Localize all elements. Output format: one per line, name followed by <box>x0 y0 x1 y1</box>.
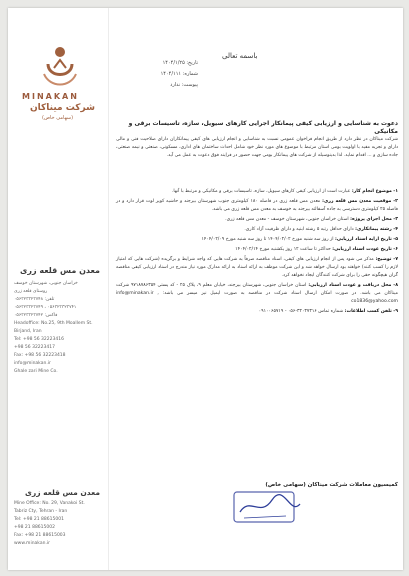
letter-date: تاریخ: ۱۴۰۴/۱/۲۵ <box>162 60 198 66</box>
item-number: ۵- <box>393 237 398 242</box>
item-heading: موضوع انجام کار: <box>351 189 392 194</box>
contact-line: Birjand, Iran <box>14 329 42 334</box>
item-text: شماره تماس ۳۲۰۳۷۳۱۶-۰۵۶ - ۰۹۱۰۰۶۵۷۱۹ <box>258 309 344 314</box>
list-item <box>116 216 398 224</box>
list-item <box>116 198 398 214</box>
item-heading: تاریخ عودت اسناد ارزیابی: <box>332 247 392 252</box>
contact-line: +98 56 32223417 <box>14 345 55 350</box>
item-number: ۳- <box>393 217 398 222</box>
letter-meta <box>138 58 198 91</box>
item-heading: محل اجرای پروژه: <box>350 217 392 222</box>
contact-line: Ghale zari Mine Co. <box>14 369 58 374</box>
item-number: ۱- <box>393 189 398 194</box>
item-text: استان خراسان جنوبی، شهرستان خوسف - معدن مس قلعه زری. <box>225 217 349 222</box>
hq-office-contacts <box>14 500 102 548</box>
contact-line: Tabriz Cty, Tehran - Iran <box>14 509 68 514</box>
item-number: ۶- <box>393 247 398 252</box>
list-item <box>116 308 398 316</box>
contact-line: خراسان جنوبی، شهرستان خوسف <box>14 281 78 286</box>
letter-number: شماره: ۱۴۰۴/۱۱۱ <box>160 71 198 77</box>
brand-name-en: MINAKAN <box>22 92 79 101</box>
intro-paragraph: شرکت میناکان در نظر دارد از طریق انجام فراخوان عمومی نسبت به شناسایی و انجام ارزیابی های کیفی پیمانکاران دارای صلاحیت فنی و مالی دارای و تجربه مفید با اولویت بومی استان مرتبط با موضوع های مورد نظر خود شامل احداث ساختمان های اداری، مسکونی، صنعتی و نیمه صنعتی، جاده سازی و ... اقدام نماید. لذا بدینوسیله از شرکت های پیمانکار بومی جهت حضور در فرایند فوق دعوت به عمل می آید. <box>116 137 398 158</box>
item-number: ۴- <box>393 227 398 232</box>
brand-name-fa: شرکت میناکان <box>30 103 95 113</box>
mine-office-contacts <box>14 280 102 376</box>
letterhead-sidebar <box>8 8 109 570</box>
contact-line: Tel: +98 21 88615001 <box>14 517 64 522</box>
contact-line: info@minakan.ir <box>14 361 51 366</box>
contact-line: Tel: +98 56 32223416 <box>14 337 64 342</box>
mine-office-title: معدن مس قلعه زری <box>20 266 100 275</box>
letter-page <box>8 8 403 570</box>
minakan-logo-icon <box>40 44 80 94</box>
item-heading: محل دریافت و عودت اسناد ارزیابی: <box>308 283 392 288</box>
contact-line: روستای قلعه زری <box>14 289 48 294</box>
item-text: مذکر می شود پس از انجام ارزیابی های کیفی، اسناد مناقصه صرفاً به شرکت هایی که واجد شرایط و برگزیده (شرکت هایی که امتیاز لازم را کسب کنند) خواهند بود ارسال خواهد شد و این شرکت موظف به ارائه اسناد به ارائه مدارک مورد نیاز مندرج در اسناد ارزیابی کیفی مناقصه گران هیچگونه حقی را برای شرکت کنندگان ایجاد نخواهد کرد. <box>116 257 398 278</box>
item-heading: توضیح: <box>375 257 392 262</box>
basmeh-heading: باسمه تعالی <box>222 52 258 60</box>
hq-office-title: معدن مس قلعه زری <box>25 488 100 497</box>
item-heading: رشته پیمانکاری: <box>355 227 392 232</box>
item-text: معدن مس قلعه زری در فاصله ۱۸۰ کیلومتری جنوب شهرستان بیرجند و حاشیه کویر لوت قرار دارد و در فاصله ۲۵ کیلومتری دسترسی به جاده آسفالته بیرجند به خوسف به معدن مس قلعه زری می باشد. <box>116 199 398 212</box>
document-title: دعوت به شناسایی و ارزیابی کیفی پیمانکار اجرایی کارهای سیویل، سازه، تاسیسات برقی و مکانیکی <box>128 120 398 135</box>
contact-line: فاکس: ۰۵۶۳۲۳۳۲۳۷۴۲ <box>14 313 58 318</box>
item-heading: تاریخ ارایه اسناد ارزیابی: <box>334 237 392 242</box>
letter-attachment: پیوست: ندارد <box>170 82 198 88</box>
contact-line: تلفن: ۰۵۶۳۲۳۳۲۳۷۴۸ <box>14 297 55 302</box>
item-text: حداکثر تا ساعت ۱۲ روز یکشنبه مورخ ۱۴۰۴/۰۲/۱۴ <box>235 247 331 252</box>
list-item <box>116 246 398 254</box>
list-item <box>116 256 398 280</box>
list-item <box>116 236 398 244</box>
contact-line: Fax: +98 56 32223418 <box>14 353 66 358</box>
brand-subtitle: (سهامی خاص) <box>42 115 74 121</box>
item-text: دارای حداقل رتبه ۵ رشته ابنیه و دارای ظرفیت آزاد کاری. <box>244 227 354 232</box>
contact-line: www.minakan.ir <box>14 541 50 546</box>
list-item <box>116 282 398 306</box>
contact-line: Mine Office: No. 29, Vanakoi St. <box>14 501 85 506</box>
item-heading: تلفن کسب اطلاعات: <box>344 309 392 314</box>
item-number: ۷- <box>393 257 398 262</box>
contact-line: Headoffice: No.25, 9th Moallem St. <box>14 321 93 326</box>
item-number: ۸- <box>393 283 398 288</box>
contact-line: Fax: +98 21 88615003 <box>14 533 66 538</box>
official-stamp-icon <box>230 486 310 530</box>
contact-line: ۰۵۶۳۲۳۳۲۳۷۴۹ ، ۰۵۶۳۲۳۳۲۳۷۴۱ <box>14 305 77 310</box>
signature-caption: کمیسیون معاملات شرکت میناکان (سهامی خاص) <box>265 482 398 488</box>
item-number: ۹- <box>393 309 398 314</box>
item-heading: موقعیت معدن مس قلعه زری: <box>322 199 392 204</box>
item-text: از روز سه شنبه مورخ ۱۴۰۴/۰۲/۰۲ تا روز سه شنبه مورخ ۱۴۰۴/۰۲/۰۹ <box>201 237 334 242</box>
numbered-items <box>116 188 398 318</box>
list-item <box>116 226 398 234</box>
list-item <box>116 188 398 196</box>
item-text: استان خراسان جنوبی، شهرستان بیرجند، خیابان معلم ۹، پلاک ۲۵ - کد پستی ۹۷۱۸۷۸۶۳۵۴ شرکت میناکان می باشد. در صورت امکان ارسال اسناد شرکت در مناقصه به صورت ایمیل نیز میسر می باشد: info@minakan.ir , co1836@yahoo.com <box>116 283 398 304</box>
item-text: عبارت است از ارزیابی کیفی کارهای سیویل، سازه، تاسیسات برقی و مکانیکی و مرتبط با آنها. <box>171 189 351 194</box>
item-number: ۲- <box>393 199 398 204</box>
contact-line: +98 21 88615002 <box>14 525 55 530</box>
